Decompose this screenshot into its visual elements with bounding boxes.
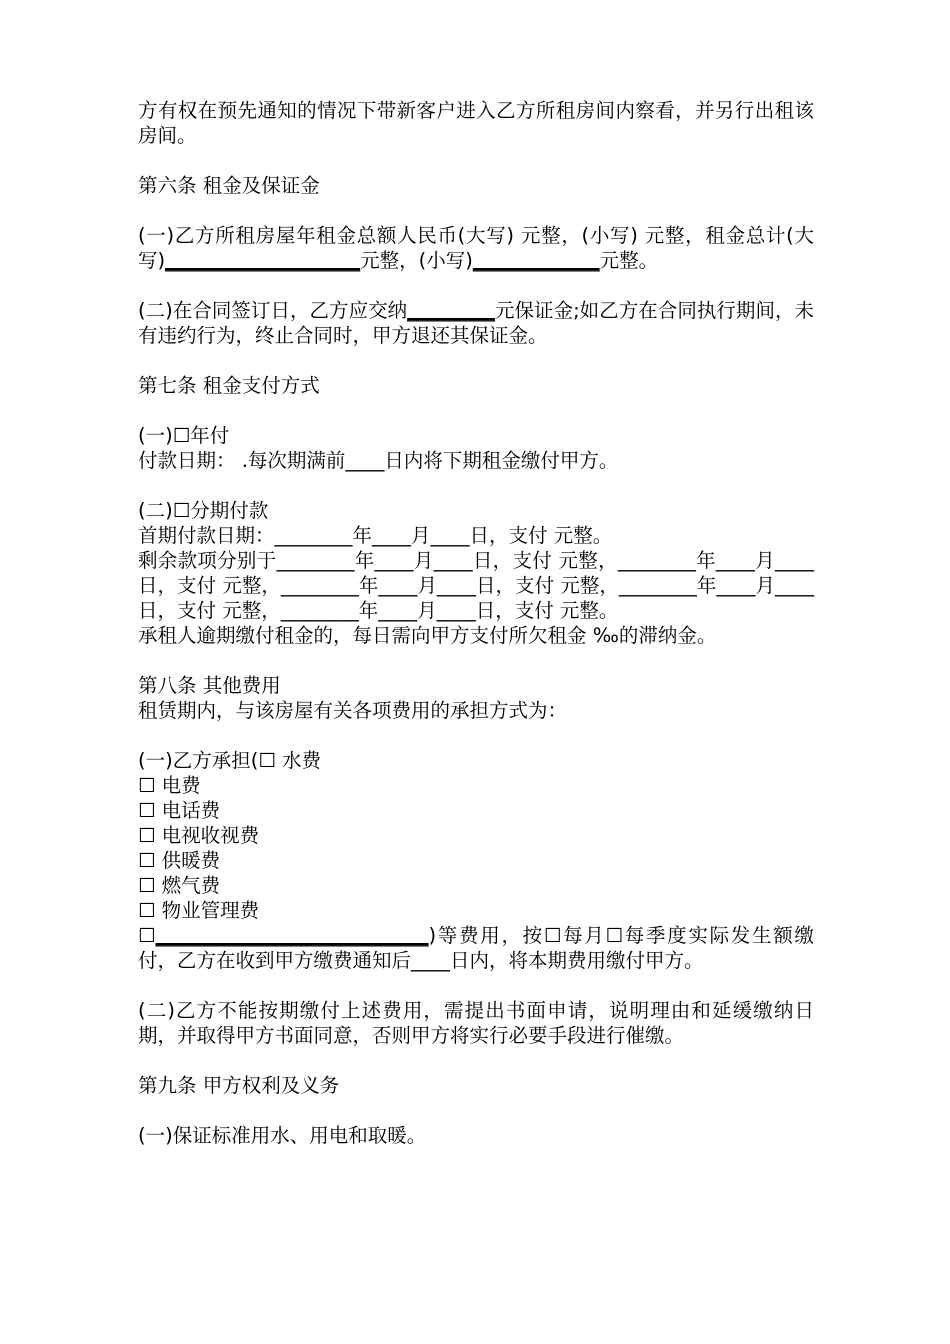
document-body	[138, 98, 814, 1148]
article-6-clause-1	[138, 223, 814, 273]
clause-text: (一)乙方所租房屋年租金总额人民币(大写) 元整，(小写) 元整，租金总计(大写)	[138, 224, 814, 272]
blank-line: _____________	[472, 249, 600, 272]
article-7-clause-2-head: (二)☐分期付款	[138, 499, 269, 522]
clause-text: 元整，(小写)	[360, 249, 473, 272]
blank-line: _________	[407, 299, 495, 322]
article-6-title: 第六条 租金及保证金	[138, 174, 320, 197]
article-7-title: 第七条 租金支付方式	[138, 374, 320, 397]
clause-text: (二)在合同签订日，乙方应交纳	[138, 299, 408, 322]
article-7-late-fee: 承租人逾期缴付租金的，每日需向甲方支付所欠租金 ‰的滞纳金。	[138, 624, 717, 647]
fee-item-property-management: ☐ 物业管理费	[138, 899, 260, 922]
article-8-clause-1-tail	[138, 923, 814, 973]
checkbox-glyph: ☐	[138, 924, 156, 947]
article-8-title: 第八条 其他费用	[138, 674, 281, 697]
blank-line: ____________________________	[155, 924, 429, 947]
fee-item-telephone: ☐ 电话费	[138, 799, 221, 822]
article-8-clause-2: (二)乙方不能按期缴付上述费用，需提出书面申请，说明理由和延缓缴纳日期，并取得甲方书面同意，否则甲方将实行必要手段进行催缴。	[138, 999, 814, 1047]
clause-text: 元整。	[599, 249, 659, 272]
fee-item-electricity: ☐ 电费	[138, 774, 201, 797]
fee-item-gas: ☐ 燃气费	[138, 874, 221, 897]
article-7-remaining-payments: 剩余款项分别于________年____月____日，支付 元整，________年____月____日，支付 元整，________年____月____日，支付 元整，________年____月____日，支付 元整，________年____月____日，支付 元整。	[138, 549, 814, 622]
paragraph-continuation: 方有权在预先通知的情况下带新客户进入乙方所租房间内察看，并另行出租该房间。	[138, 99, 814, 147]
article-8-intro: 租赁期内，与该房屋有关各项费用的承担方式为：	[138, 699, 568, 722]
article-6-clause-2	[138, 298, 814, 348]
clause-text: )等费用，按☐每月☐每季度实际发生额缴付，乙方在收到甲方缴费通知后____日内，将本期费用缴付甲方。	[138, 924, 814, 972]
article-9-title: 第九条 甲方权利及义务	[138, 1074, 340, 1097]
article-9-clause-1: (一)保证标准用水、用电和取暖。	[138, 1124, 427, 1147]
fee-item-heating: ☐ 供暖费	[138, 849, 221, 872]
article-7-clause-1-body: 付款日期： .每次期满前____日内将下期租金缴付甲方。	[138, 449, 619, 472]
blank-line: ____________________	[165, 249, 361, 272]
article-7-first-payment: 首期付款日期：________年____月____日，支付 元整。	[138, 524, 613, 547]
clause-text: 元保证金;如乙方在合同执行期间，未有违约行为，终止合同时，甲方退还其保证金。	[138, 299, 814, 347]
article-7-clause-1-head: (一)☐年付	[138, 424, 230, 447]
fee-item-tv: ☐ 电视收视费	[138, 824, 260, 847]
article-8-clause-1-head: (一)乙方承担(☐ 水费	[138, 749, 322, 772]
